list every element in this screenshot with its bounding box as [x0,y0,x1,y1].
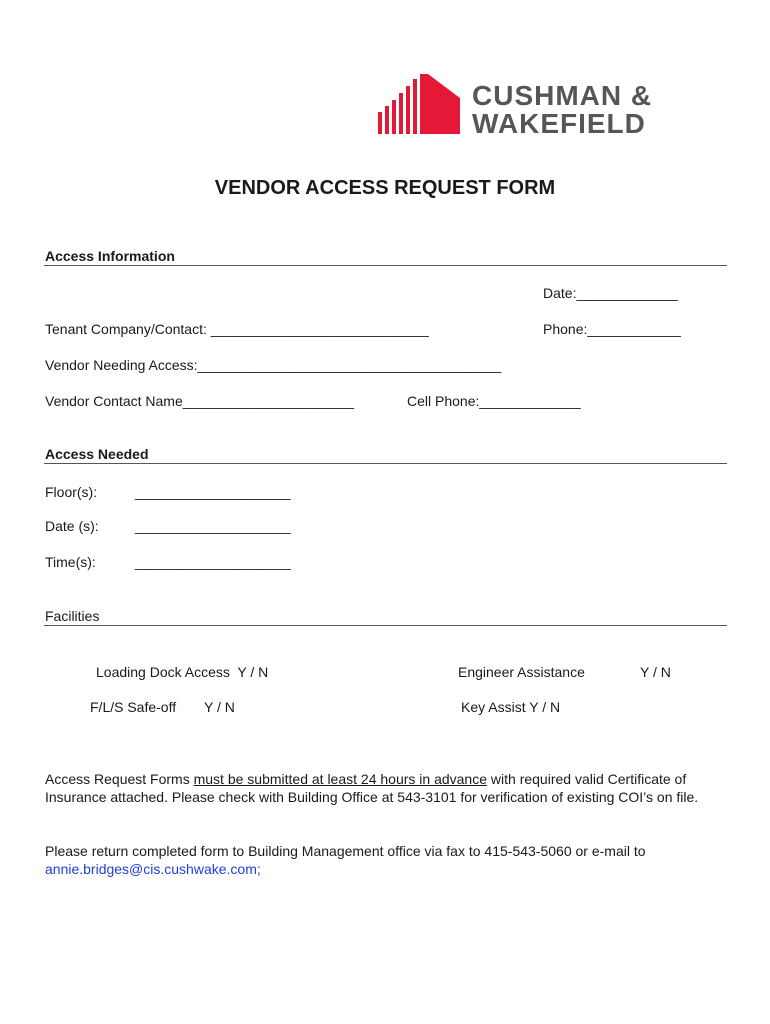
section-divider [44,625,727,626]
email-link[interactable]: annie.bridges@cis.cushwake.com [45,861,257,877]
section-divider [44,463,727,464]
facilities-heading: Facilities [45,608,100,624]
submission-note [45,770,735,806]
dates-field[interactable]: ____________________ [135,518,291,534]
vendor-needing-access-field[interactable]: Vendor Needing Access:_______________________________________ [45,357,502,373]
times-field[interactable]: ____________________ [135,554,291,570]
section-divider [44,265,727,266]
phone-field[interactable]: Phone:____________ [543,321,681,337]
floors-label: Floor(s): [45,484,98,500]
fls-safe-off-option[interactable]: Y / N [204,699,235,715]
fls-safe-off-label: F/L/S Safe-off [90,699,177,715]
logo-line-1: CUSHMAN & [472,80,653,111]
return-instructions [45,842,735,878]
key-assist-option[interactable]: Key Assist Y / N [461,699,561,715]
logo-bars-icon [376,72,460,138]
form-title: VENDOR ACCESS REQUEST FORM [214,177,556,199]
cell-phone-field[interactable]: Cell Phone:_____________ [407,393,581,409]
note-text: Access Request Forms [45,771,194,787]
cushman-wakefield-logo [376,72,676,138]
access-information-heading: Access Information [45,248,175,264]
note-text-continued: with required valid Certificate of Insurance attached. Please check with Building Office at 543-3101 for verification of existing COI’s on file. [45,771,699,805]
vendor-contact-name-field[interactable]: Vendor Contact Name______________________ [45,393,355,409]
email-terminator: ; [256,861,261,877]
tenant-company-contact-field[interactable]: Tenant Company/Contact: ____________________________ [45,321,429,337]
engineer-assistance-label: Engineer Assistance [458,664,585,680]
floors-field[interactable]: ____________________ [135,484,291,500]
loading-dock-access-option[interactable]: Loading Dock Access Y / N [96,664,269,680]
engineer-assistance-option[interactable]: Y / N [640,664,671,680]
logo-line-2: WAKEFIELD [472,108,646,139]
return-text: Please return completed form to Building Management office via fax to 415-543-5060 or e-mail to [45,843,646,859]
dates-label: Date (s): [45,518,99,534]
deadline-text: must be submitted at least 24 hours in advance [193,771,488,787]
access-needed-heading: Access Needed [45,446,149,462]
times-label: Time(s): [45,554,96,570]
date-field[interactable]: Date:_____________ [543,285,678,301]
